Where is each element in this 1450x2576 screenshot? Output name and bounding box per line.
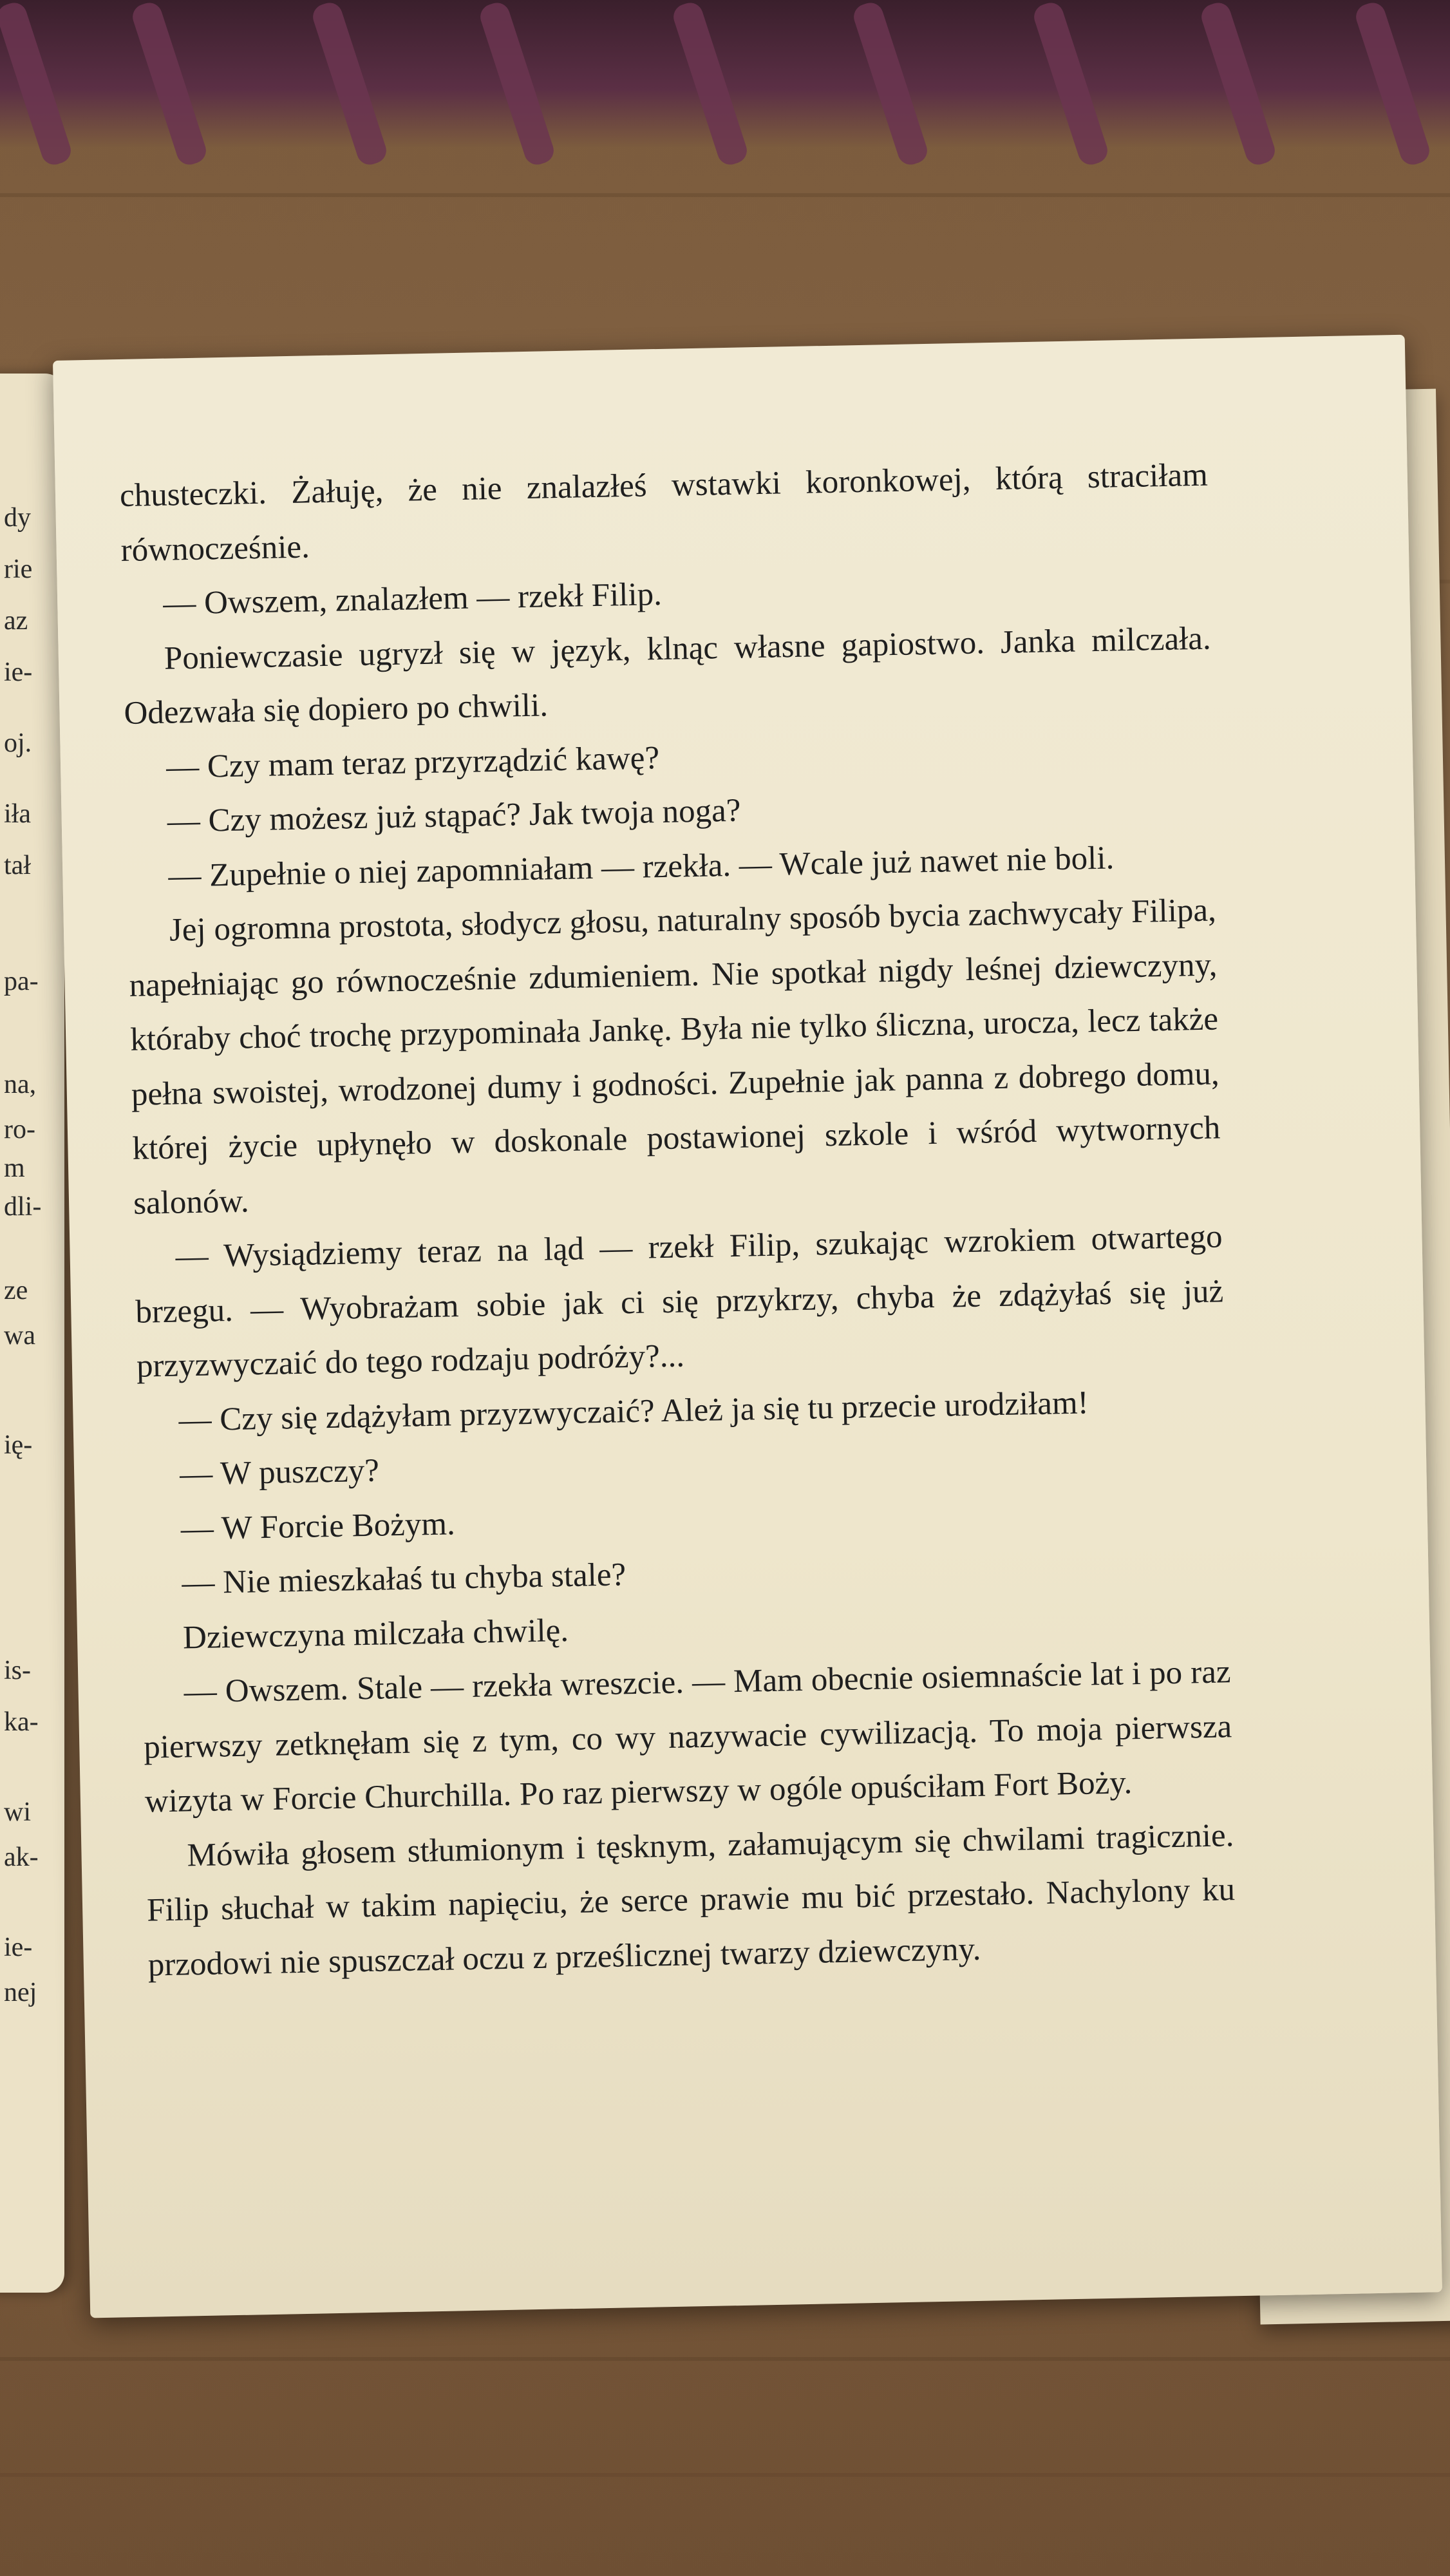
left-page-fragment: dli- (4, 1192, 42, 1222)
paragraph: — Czy możesz już stąpać? Jak twoja noga? (167, 792, 741, 840)
wood-grain (0, 2357, 1450, 2361)
paragraph: chusteczki. Żałuję, że nie znalazłeś wstawki koronkowej, którą straciłam równocześnie. (119, 457, 1209, 569)
paragraph: — Czy się zdążyłam przyzwyczaić? Ależ ja się tu przecie urodziłam! (178, 1384, 1089, 1439)
left-page-fragment: ie- (4, 1933, 33, 1962)
left-page-fragment: na, (4, 1070, 37, 1099)
wood-grain (0, 193, 1450, 197)
left-page-fragment: nej (4, 1978, 37, 2007)
left-page-fragment: pa- (4, 967, 39, 996)
paragraph: Poniewczasie ugryzł się w język, klnąc własne gapiostwo. Janka milczała. Odezwała się dopiero po chwili. (124, 620, 1212, 732)
paragraph: — Zupełnie o niej zapomniałam — rzekła. — Wcale już nawet nie boli. (167, 840, 1115, 895)
left-page-edge (0, 374, 64, 2293)
paragraph: Jej ogromna prostota, słodycz głosu, naturalny sposób bycia zachwycały Filipa, napełniając go równocześnie zdumieniem. Nie spotkał nigdy leśnej dziewczyny, któraby choć trochę przypominała Jankę. Była nie tylko śliczna, urocza, lecz także pełna swoistej, wrodzonej dumy i godności. Zupełnie jak panna z dobrego domu, której życie upłynęło w doskonale postawionej szkole i wśród wytwornych salonów. (129, 892, 1221, 1222)
fringe-tassel (310, 0, 390, 168)
paragraph: — Nie mieszkałaś tu chyba stale? (181, 1557, 626, 1602)
left-page-fragment: az (4, 606, 28, 636)
fringe-tassel (1031, 0, 1111, 168)
fringe-tassel (851, 0, 930, 168)
fringe-tassel (0, 0, 74, 168)
left-page-fragment: is- (4, 1656, 31, 1685)
left-page-fragment: m (4, 1153, 25, 1183)
left-page-fragment: wi (4, 1797, 31, 1827)
left-page-fragment: ie- (4, 658, 33, 687)
left-page-fragment: ię- (4, 1430, 33, 1460)
fringe-tassel (129, 0, 209, 168)
left-page-fragment: ro- (4, 1115, 35, 1144)
left-page-fragment: rie (4, 554, 33, 584)
left-page-fragment: ze (4, 1276, 28, 1305)
paragraph: — W puszczy? (179, 1452, 380, 1493)
left-page-fragment: dy (4, 503, 31, 533)
paragraph: Dziewczyna milczała chwilę. (182, 1612, 569, 1656)
paragraph: — Wysiądziemy teraz na ląd — rzekł Filip, szukając wzrokiem otwartego brzegu. — Wyobrażam sobie jak ci się przykrzy, chyba że zdążyłaś się już przyzwyczaić do tego rodzaju podróży?... (135, 1218, 1224, 1385)
paragraph: — W Forcie Bożym. (180, 1505, 456, 1548)
paragraph: — Czy mam teraz przyrządzić kawę? (165, 739, 660, 786)
left-page-fragment: ak- (4, 1842, 39, 1872)
left-page-fragment: iła (4, 799, 31, 829)
book-page (53, 335, 1442, 2318)
left-page-fragment: tał (4, 851, 31, 880)
wood-grain (0, 2473, 1450, 2477)
fringe-tassel (670, 0, 750, 168)
paragraph: — Owszem, znalazłem — rzekł Filip. (162, 576, 663, 622)
left-page-fragment: ka- (4, 1707, 39, 1737)
paragraph: Mówiła głosem stłumionym i tęsknym, załamującym się chwilami tragicznie. Filip słuchał w takim napięciu, że serce prawie mu bić przestało. Nachylony ku przodowi nie spuszczał oczu z prześlicznej twarzy dziewczyny. (146, 1817, 1236, 1984)
fringe-tassel (1353, 0, 1433, 168)
fringe-tassel (1198, 0, 1278, 168)
fringed-cloth (0, 0, 1450, 148)
fringe-tassel (477, 0, 557, 168)
page-text (119, 448, 1236, 1993)
left-page-fragment: oj. (4, 728, 32, 758)
left-page-fragment: wa (4, 1321, 35, 1350)
paragraph: — Owszem. Stale — rzekła wreszcie. — Mam obecnie osiemnaście lat i po raz pierwszy zetknęłam się z tym, co wy nazywacie cywilizacją. To moja pierwsza wizyta w Forcie Churchilla. Po raz pierwszy w ogóle opuściłam Fort Boży. (143, 1654, 1232, 1820)
